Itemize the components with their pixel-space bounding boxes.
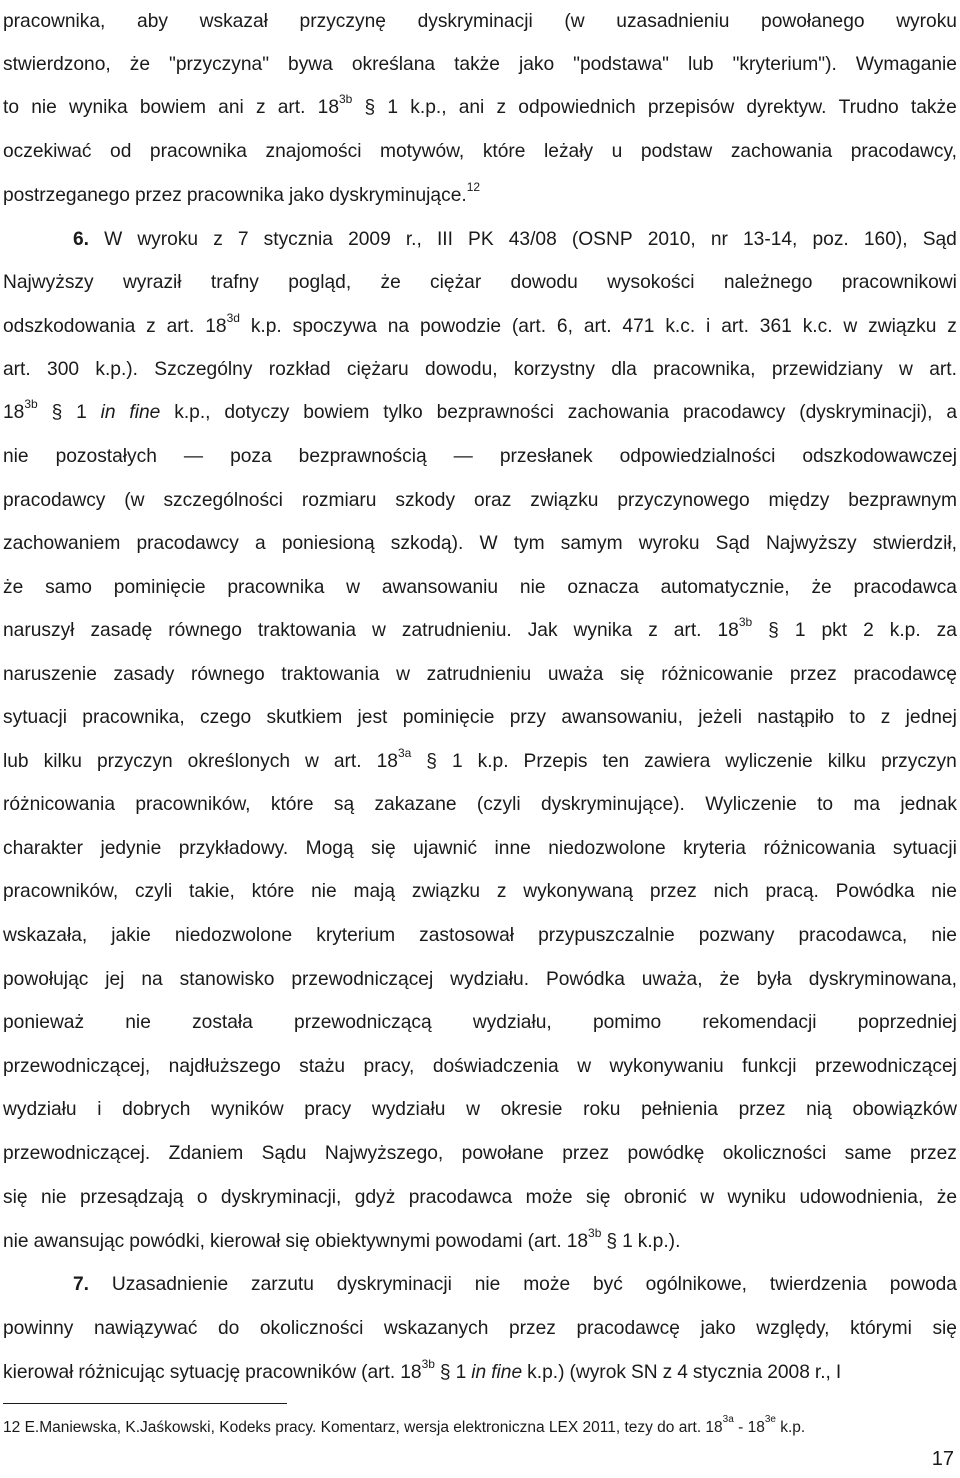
text-line: powołując jej na stanowisko przewodniczącej wydziału. Powódka uważa, że była dyskryminowana, <box>3 969 957 990</box>
footnote-text: E.Maniewska, K.Jaśkowski, Kodeks pracy. Komentarz, wersja elektroniczna LEX 2011, tezy do art. 18 <box>24 1419 723 1436</box>
text-line: to nie wynika bowiem ani z art. $18^{3b}$ § 1 k.p., ani z odpowiednich przepisów dyrektyw. Trudno także <box>3 91 957 118</box>
text-line: 7. Uzasadnienie zarzutu dyskryminacji nie może być ogólnikowe, twierdzenia powoda <box>73 1274 957 1295</box>
footnote-text-end: k.p. <box>775 1419 806 1436</box>
text-line: 6. W wyroku z 7 stycznia 2009 r., III PK 43/08 (OSNP 2010, nr 13-14, poz. 160), Sąd <box>73 229 957 250</box>
text-line: różnicowania pracowników, które są zakazane (czyli dyskryminujące). Wyliczenie to ma jednak <box>3 794 957 815</box>
footnote-sup-2: 3e <box>764 1413 776 1425</box>
text-line: nie awansując powódki, kierował się obiektywnymi powodami (art. $18^{3b}$ § 1 k.p.). <box>3 1225 681 1252</box>
footnote-number: 12 <box>3 1419 21 1436</box>
text-line: przewodniczącej. Zdaniem Sądu Najwyższego, powołane przez powódkę okoliczności same przez <box>3 1143 957 1164</box>
text-line: $18^{3b}$ § 1 in fine k.p., dotyczy bowiem tylko bezprawności zachowania pracodawcy (dyskryminacji), a <box>3 396 957 423</box>
text-line: naruszenie zasady równego traktowania w zatrudnieniu uważa się różnicowanie przez pracodawcę <box>3 664 957 685</box>
text-line: Najwyższy wyraził trafny pogląd, że ciężar dowodu wysokości należnego pracownikowi <box>3 272 957 293</box>
text-line: naruszył zasadę równego traktowania w zatrudnieniu. Jak wynika z art. $18^{3b}$ § 1 pkt 2 k.p. za <box>3 614 957 641</box>
page-number: 17 <box>931 1448 954 1470</box>
text-line: postrzeganego przez pracownika jako dyskryminujące.$^{12}$ <box>3 179 481 206</box>
item-number: 7. <box>73 1274 90 1295</box>
text-line: zachowaniem pracodawcy a poniesioną szkodą). W tym samym wyroku Sąd Najwyższy stwierdził, <box>3 533 957 554</box>
text-line: wydziału i dobrych wyników pracy wydziału w okresie roku pełnienia przez nią obowiązków <box>3 1099 957 1120</box>
text-line: oczekiwać od pracownika znajomości motywów, które leżały u podstaw zachowania pracodawcy, <box>3 141 957 162</box>
text-line: stwierdzono, że "przyczyna" bywa określana także jako "podstawa" lub "kryterium"). Wymaganie <box>3 54 957 75</box>
text-line: powinny nawiązywać do okoliczności wskazanych przez pracodawcę jako względy, którymi się <box>3 1318 957 1339</box>
text-line: nie pozostałych — poza bezprawnością — przesłanek odpowiedzialności odszkodowawczej <box>3 446 957 467</box>
text-line: lub kilku przyczyn określonych w art. $18^{3a}$ § 1 k.p. Przepis ten zawiera wyliczenie kilku przyczyn <box>3 745 957 772</box>
text-line: kierował różnicując sytuację pracowników (art. $18^{3b}$ § 1 in fine k.p.) (wyrok SN z 4 stycznia 2008 r., I <box>3 1356 842 1383</box>
text-line: pracownika, aby wskazał przyczynę dyskryminacji (w uzasadnieniu powołanego wyroku <box>3 11 957 32</box>
text-line: pracowników, czyli takie, które nie mają związku z wykonywaną przez nich pracą. Powódka nie <box>3 881 957 902</box>
text-line: odszkodowania z art. $18^{3d}$ k.p. spoczywa na powodzie (art. 6, art. 471 k.c. i art. 361 k.c. w związku z <box>3 310 957 337</box>
footnote-text-mid: - 18 <box>733 1419 765 1436</box>
text-line: ponieważ nie została przewodniczącą wydziału, pomimo rekomendacji poprzedniej <box>3 1012 957 1033</box>
footnote-separator <box>3 1403 287 1404</box>
text-line: przewodniczącej, najdłuższego stażu pracy, doświadczenia w wykonywaniu funkcji przewodniczącej <box>3 1056 957 1077</box>
text-line: wskazała, jakie niedozwolone kryterium zastosował przypuszczalnie pozwany pracodawca, nie <box>3 925 957 946</box>
text-line: sytuacji pracownika, czego skutkiem jest pominięcie przy awansowaniu, jeżeli nastąpiło to z jednej <box>3 707 957 728</box>
text-line: charakter jedynie przykładowy. Mogą się ujawnić inne niedozwolone kryteria różnicowania sytuacji <box>3 838 957 859</box>
item-number: 6. <box>73 229 90 250</box>
text-line: że samo pominięcie pracownika w awansowaniu nie oznacza automatycznie, że pracodawca <box>3 577 957 598</box>
text-line: art. 300 k.p.). Szczególny rozkład ciężaru dowodu, korzystny dla pracownika, przewidziany w art. <box>3 359 957 380</box>
text-line: się nie przesądzają o dyskryminacji, gdyż pracodawca może się obronić w wyniku udowodnienia, że <box>3 1187 957 1208</box>
footnote-12 <box>3 1413 806 1438</box>
footnote-sup-1: 3a <box>722 1413 734 1425</box>
text-line: pracodawcy (w szczególności rozmiaru szkody oraz związku przyczynowego między bezprawnym <box>3 490 957 511</box>
